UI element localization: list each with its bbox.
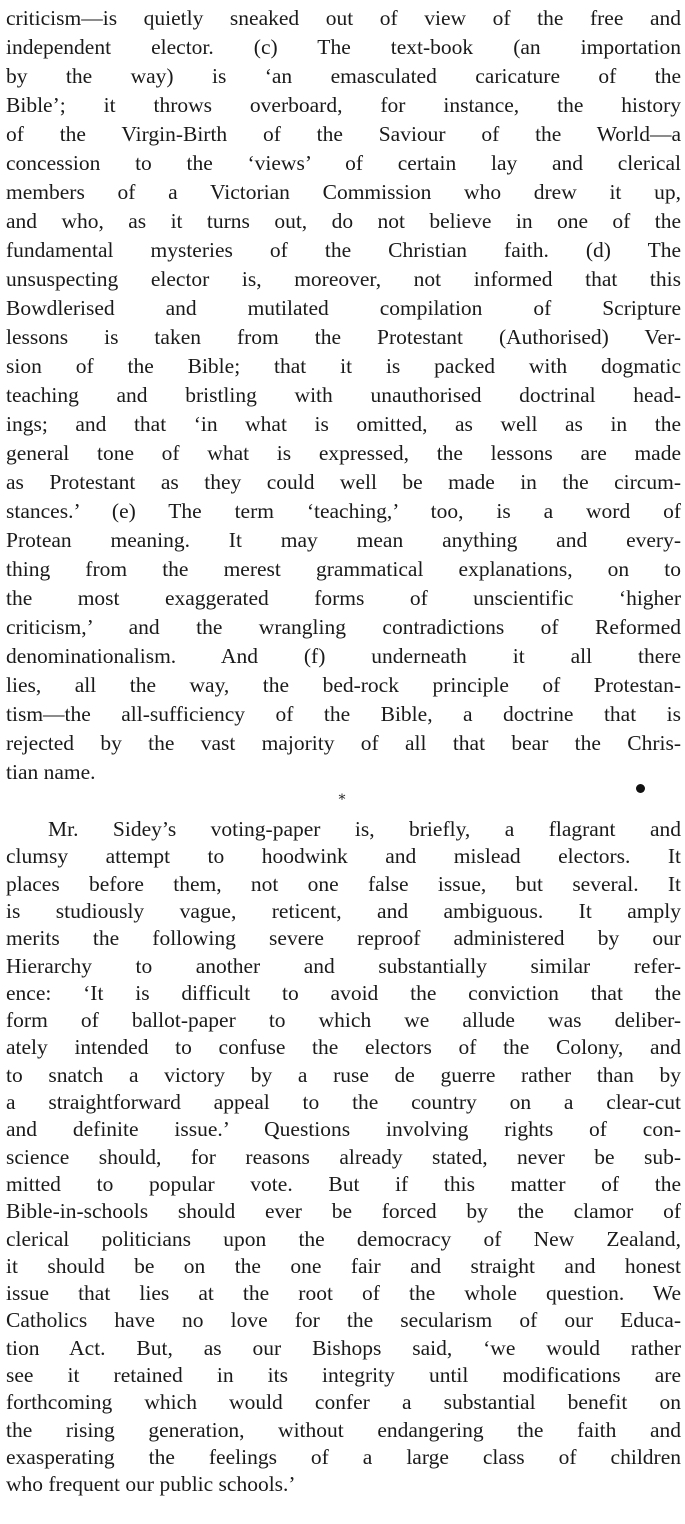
text-line: Bowdlerised and mutilated compilation of Scripture: [6, 296, 681, 320]
text-line: who frequent our public schools.’: [6, 1472, 296, 1497]
text-line: clumsy attempt to hoodwink and mislead electors. It: [6, 844, 681, 869]
text-line: the most exaggerated forms of unscientific ‘higher: [6, 586, 681, 610]
text-line: rejected by the vast majority of all that bear the Chris-: [6, 731, 681, 755]
text-line: exasperating the feelings of a large class of children: [6, 1444, 681, 1469]
text-line: ence: ‘It is difficult to avoid the conviction that the: [6, 980, 681, 1005]
text-line: fundamental mysteries of the Christian faith. (d) The: [6, 238, 681, 262]
text-line: Mr. Sidey’s voting-paper is, briefly, a flagrant and: [48, 817, 681, 841]
text-line: unsuspecting elector is, moreover, not informed that this: [6, 267, 681, 291]
section-separator: *: [338, 792, 346, 808]
text-line: form of ballot-paper to which we allude was deliber-: [6, 1008, 681, 1033]
text-line: criticism—is quietly sneaked out of view of the free and: [6, 6, 681, 30]
text-line: see it retained in its integrity until modifications are: [6, 1363, 681, 1387]
text-line: by the way) is ‘an emasculated caricature of the: [6, 64, 681, 88]
text-line: of the Virgin-Birth of the Saviour of the World—a: [6, 122, 681, 146]
text-line: the rising generation, without endangering the faith and: [6, 1417, 681, 1442]
text-line: ately intended to confuse the electors of the Colony, and: [6, 1035, 681, 1060]
text-line: Bible-in-schools should ever be forced by the clamor of: [6, 1199, 681, 1224]
text-line: is studiously vague, reticent, and ambiguous. It amply: [6, 898, 681, 923]
text-line: to snatch a victory by a ruse de guerre rather than by: [6, 1062, 681, 1087]
text-line: Catholics have no love for the secularism of our Educa-: [6, 1308, 681, 1333]
ink-blot: [636, 784, 645, 793]
text-line: teaching and bristling with unauthorised doctrinal head-: [6, 383, 681, 407]
text-line: stances.’ (e) The term ‘teaching,’ too, is a word of: [6, 499, 681, 523]
text-line: Bible’; it throws overboard, for instance, the history: [6, 93, 681, 117]
text-line: general tone of what is expressed, the lessons are made: [6, 441, 681, 465]
text-line: as Protestant as they could well be made in the circum-: [6, 470, 681, 494]
text-line: denominationalism. And (f) underneath it all there: [6, 644, 681, 668]
text-line: science should, for reasons already stated, never be sub-: [6, 1144, 681, 1169]
text-line: tian name.: [6, 760, 96, 784]
text-line: merits the following severe reproof administered by our: [6, 926, 681, 951]
text-line: criticism,’ and the wrangling contradictions of Reformed: [6, 615, 681, 639]
text-line: Hierarchy to another and substantially similar refer-: [6, 953, 681, 978]
text-line: sion of the Bible; that it is packed with dogmatic: [6, 354, 681, 378]
text-line: independent elector. (c) The text-book (an importation: [6, 35, 681, 59]
text-line: a straightforward appeal to the country on a clear-cut: [6, 1090, 681, 1114]
text-line: and who, as it turns out, do not believe in one of the: [6, 209, 681, 233]
text-line: issue that lies at the root of the whole question. We: [6, 1281, 681, 1306]
text-line: concession to the ‘views’ of certain lay and clerical: [6, 151, 681, 175]
text-line: it should be on the one fair and straight and honest: [6, 1253, 681, 1278]
text-line: clerical politicians upon the democracy of New Zealand,: [6, 1226, 681, 1251]
text-line: Protean meaning. It may mean anything and every-: [6, 528, 681, 552]
text-line: ings; and that ‘in what is omitted, as well as in the: [6, 412, 681, 436]
text-line: lies, all the way, the bed-rock principle of Protestan-: [6, 673, 681, 697]
text-line: members of a Victorian Commission who drew it up,: [6, 180, 681, 204]
text-line: mitted to popular vote. But if this matter of the: [6, 1171, 681, 1196]
text-line: lessons is taken from the Protestant (Authorised) Ver-: [6, 325, 681, 349]
text-line: tism—the all-sufficiency of the Bible, a doctrine that is: [6, 702, 681, 726]
text-line: and definite issue.’ Questions involving rights of con-: [6, 1117, 681, 1142]
text-line: forthcoming which would confer a substantial benefit on: [6, 1390, 681, 1415]
text-line: thing from the merest grammatical explanations, on to: [6, 557, 681, 581]
text-line: tion Act. But, as our Bishops said, ‘we would rather: [6, 1335, 681, 1360]
text-line: places before them, not one false issue, but several. It: [6, 871, 681, 896]
